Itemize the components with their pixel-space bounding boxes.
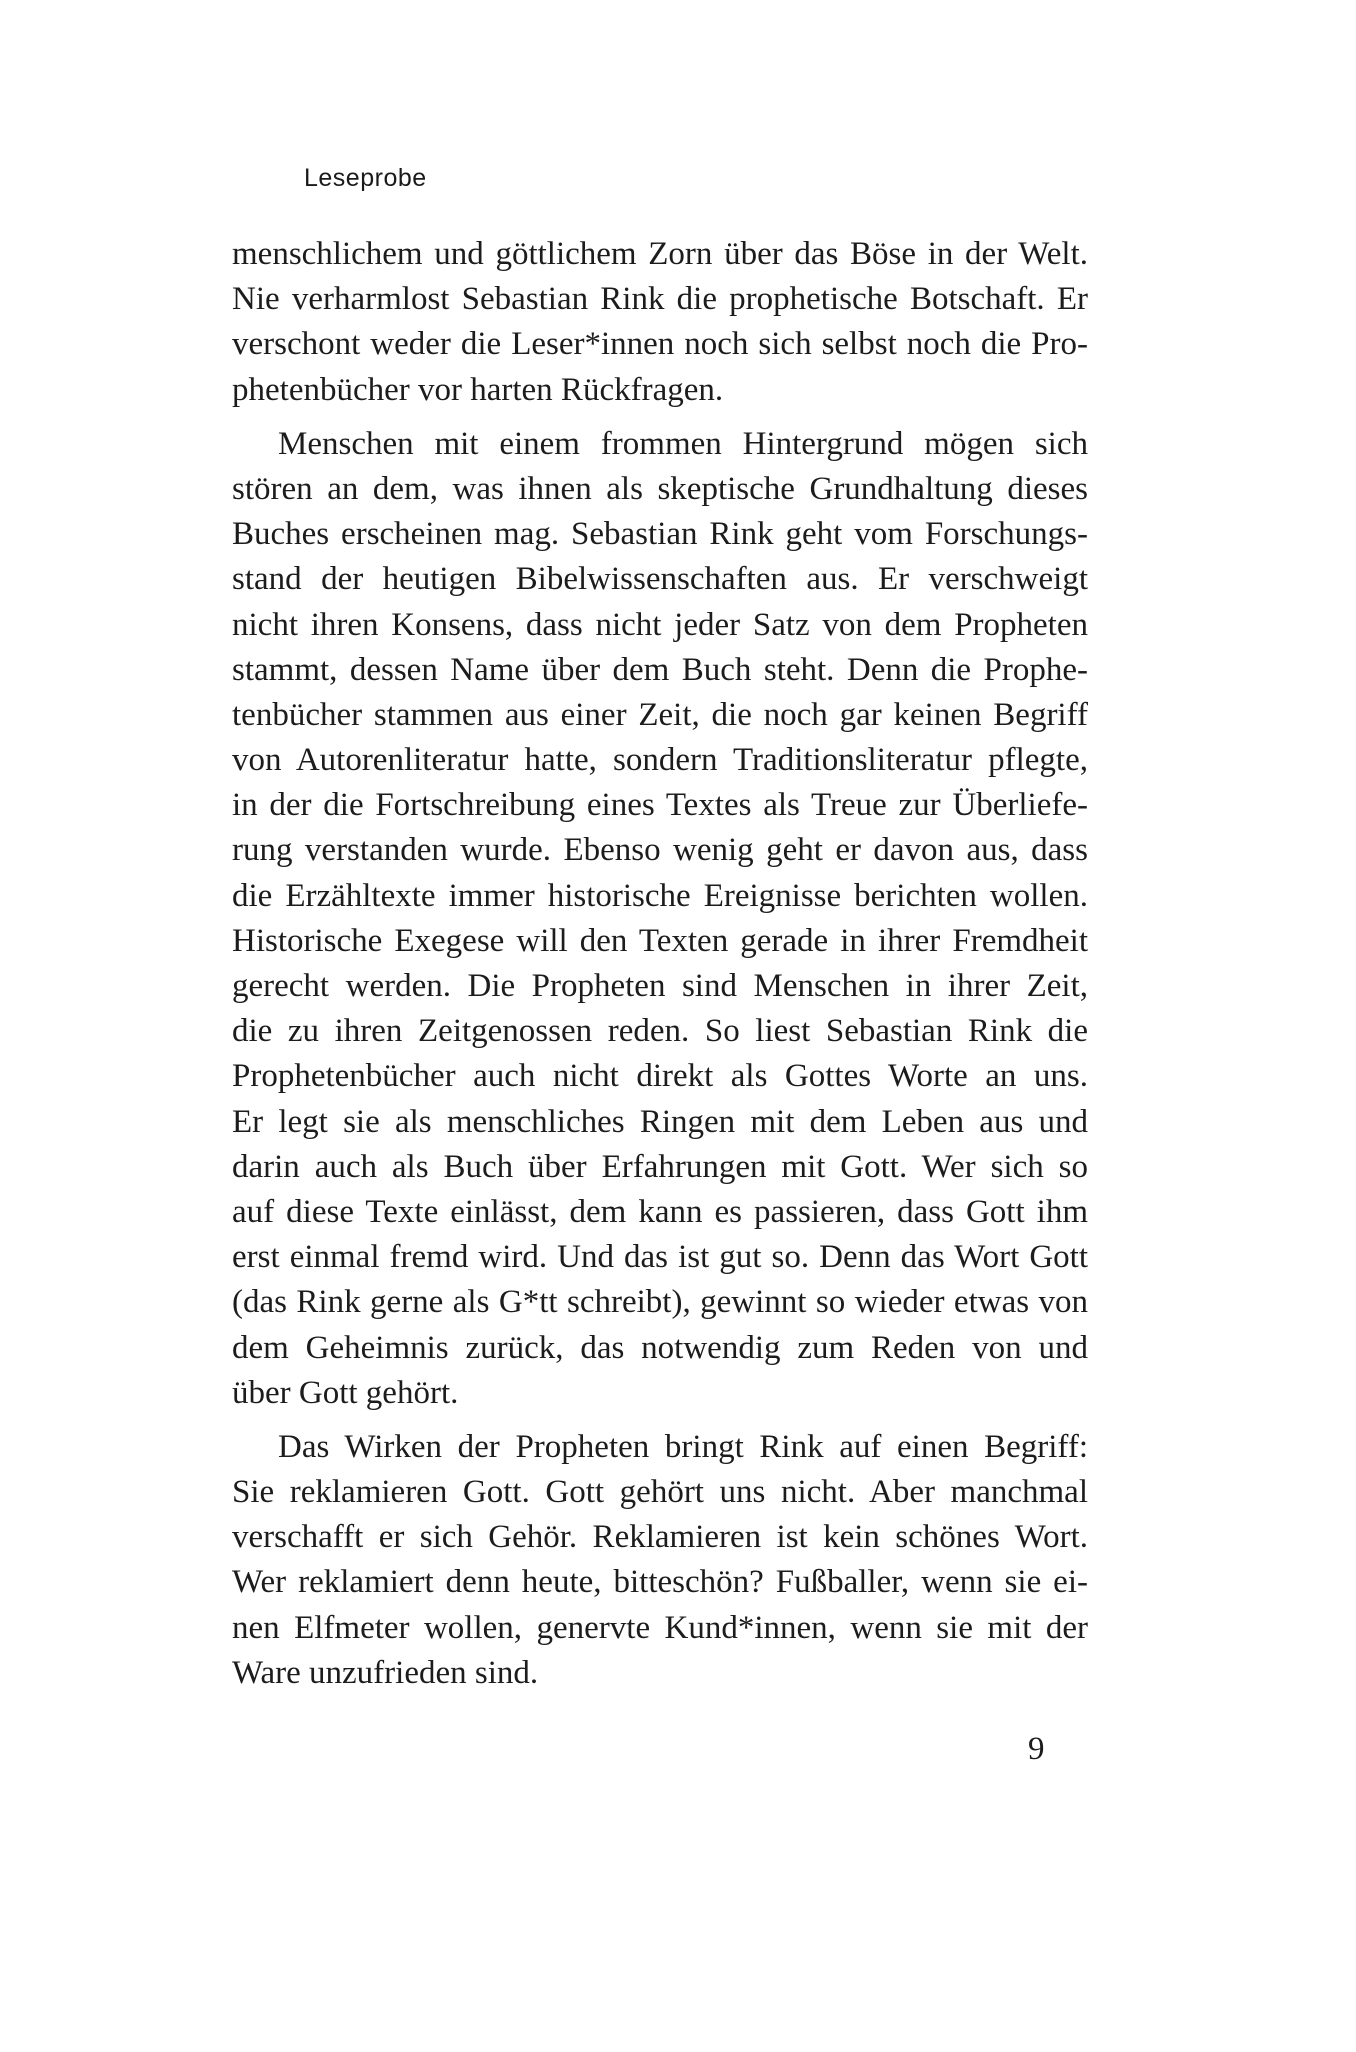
text-line: tenbücher stammen aus einer Zeit, die noch gar keinen Begriff	[232, 696, 1088, 733]
text-line: verschafft er sich Gehör. Reklamieren ist kein schönes Wort.	[232, 1519, 1088, 1556]
text-line: rung verstanden wurde. Ebenso wenig geht er davon aus, dass	[232, 832, 1088, 869]
text-line: von Autorenliteratur hatte, sondern Traditionsliteratur pflegte,	[232, 742, 1088, 779]
text-line: nicht ihren Konsens, dass nicht jeder Satz von dem Propheten	[232, 606, 1088, 643]
text-line: dem Geheimnis zurück, das notwendig zum Reden von und	[232, 1329, 1088, 1366]
text-line: stören an dem, was ihnen als skeptische Grundhaltung dieses	[232, 470, 1088, 507]
text-line: phetenbücher vor harten Rückfragen.	[232, 371, 724, 408]
text-line: menschlichem und göttlichem Zorn über das Böse in der Welt.	[232, 236, 1088, 272]
text-line: Historische Exegese will den Texten gerade in ihrer Fremdheit	[232, 922, 1088, 959]
running-header: Leseprobe	[304, 164, 427, 192]
text-line: die Erzähltexte immer historische Ereignisse berichten wollen.	[232, 877, 1088, 914]
text-line: Nie verharmlost Sebastian Rink die prophetische Botschaft. Er	[232, 281, 1088, 318]
text-line: auf diese Texte einlässt, dem kann es passieren, dass Gott ihm	[232, 1193, 1088, 1230]
text-line: stand der heutigen Bibelwissenschaften aus. Er verschweigt	[232, 561, 1088, 598]
text-line: verschont weder die Leser*innen noch sich selbst noch die Pro-	[232, 326, 1088, 363]
text-line: Menschen mit einem frommen Hintergrund mögen sich	[278, 425, 1088, 462]
text-line: erst einmal fremd wird. Und das ist gut so. Denn das Wort Gott	[232, 1239, 1088, 1276]
text-line: darin auch als Buch über Erfahrungen mit Gott. Wer sich so	[232, 1148, 1088, 1185]
text-line: Buches erscheinen mag. Sebastian Rink geht vom Forschungs-	[232, 516, 1088, 553]
text-line: (das Rink gerne als G*tt schreibt), gewinnt so wieder etwas von	[232, 1284, 1088, 1321]
text-line: gerecht werden. Die Propheten sind Menschen in ihrer Zeit,	[232, 968, 1088, 1004]
page-number: 9	[1028, 1731, 1045, 1767]
paragraph	[232, 1425, 1088, 1696]
text-line: Das Wirken der Propheten bringt Rink auf einen Begriff:	[278, 1428, 1088, 1465]
text-line: Prophetenbücher auch nicht direkt als Gottes Worte an uns.	[232, 1058, 1088, 1095]
text-line: nen Elfmeter wollen, genervte Kund*innen, wenn sie mit der	[232, 1609, 1088, 1646]
text-line: die zu ihren Zeitgenossen reden. So liest Sebastian Rink die	[232, 1013, 1088, 1050]
text-line: über Gott gehört.	[232, 1374, 459, 1411]
text-line: Ware unzufrieden sind.	[232, 1654, 539, 1691]
text-line: Wer reklamiert denn heute, bitteschön? Fußballer, wenn sie ei-	[232, 1564, 1088, 1601]
body-text	[232, 232, 1088, 1696]
text-line: Sie reklamieren Gott. Gott gehört uns nicht. Aber manchmal	[232, 1474, 1088, 1511]
paragraph	[232, 232, 1088, 413]
text-line: Er legt sie als menschliches Ringen mit dem Leben aus und	[232, 1103, 1088, 1140]
text-line: in der die Fortschreibung eines Textes als Treue zur Überliefe-	[232, 787, 1088, 824]
text-line: stammt, dessen Name über dem Buch steht. Denn die Prophe-	[232, 651, 1088, 688]
paragraph	[232, 422, 1088, 1416]
